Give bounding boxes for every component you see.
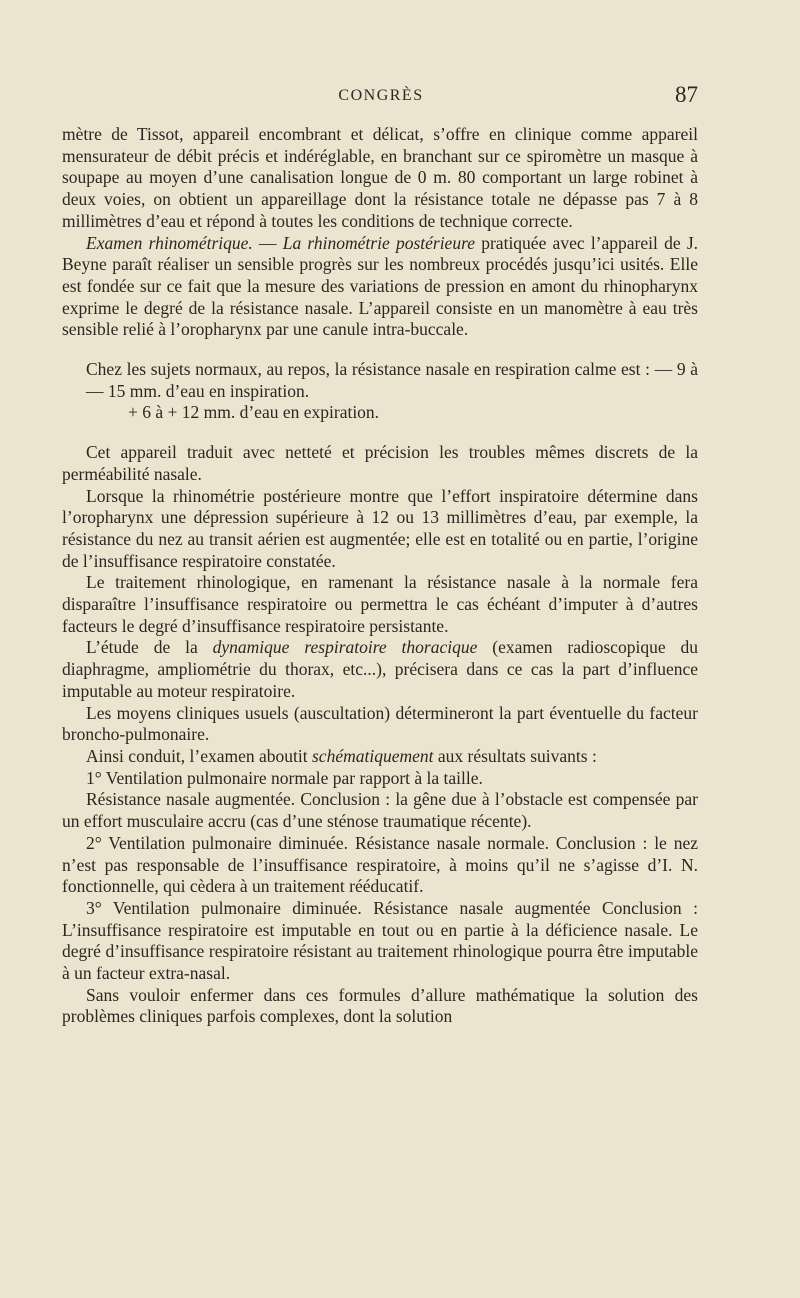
heading-dash: — [252,232,283,253]
normal-values-inspiration: Chez les sujets normaux, au repos, la résistance nasale en respiration calme est : — 9 à — 15 mm. d’eau en inspiration. [86,359,698,401]
paragraph-closing: Sans vouloir enfermer dans ces formules d’allure mathématique la solution des problèmes cliniques parfois complexes, dont la solution [62,984,698,1027]
paragraph-thoracic-dynamics [62,637,698,702]
result-three: 3° Ventilation pulmonaire diminuée. Résistance nasale augmentée Conclusion : L’insuffisance respiratoire est imputable en tout ou en partie à la déficience nasale. Le degré d’insuffisance respiratoire résistant au traitement rhinologique pourra être imputable à un facteur extra-nasal. [62,897,698,984]
page-header [64,82,698,120]
section-heading: Examen rhinométrique. [86,232,253,253]
text-fragment: Ainsi conduit, l’examen aboutit [86,745,312,766]
running-head: CONGRÈS [338,87,424,104]
result-one-detail: Résistance nasale augmentée. Conclusion : la gêne due à l’obstacle est compensée par un effort musculaire accru (cas d’une sténose traumatique récente). [62,789,698,832]
subsection-heading: La rhinométrie postérieure [282,232,476,253]
page-number: 87 [675,82,698,107]
paragraph-text: pratiquée avec l’appareil de J. Beyne paraît réaliser un sensible progrès sur les nombreux procédés jusqu’ici usités. Elle est fondée sur ce fait que la mesure des variations de pression en amont du rhinopharynx exprime le degré de la résistance nasale. L’appareil consiste en un manomètre à eau très sensible relié à l’oropharynx par une canule intra-buccale. [62,232,699,340]
italic-term: schématiquement [312,745,434,766]
normal-values-expiration: + 6 à + 12 mm. d’eau en expiration. [128,402,380,423]
paragraph-rhinometric-exam [62,233,698,342]
text-fragment: L’étude de la [86,637,213,658]
italic-term: dynamique respiratoire thoracique [212,637,478,658]
body-text [62,124,698,1028]
text-fragment: aux résultats suivants : [433,745,597,766]
paragraph-clinical-means: Les moyens cliniques usuels (auscultation) détermineront la part éventuelle du facteur broncho-pulmonaire. [62,702,698,745]
normal-values-block [62,359,698,424]
text-fragment: (examen radioscopique du diaphragme, ampliométrie du thorax, etc...), précisera dans ce cas la part d’influence imputable au moteur respiratoire. [62,637,698,701]
paragraph-spirometer: mètre de Tissot, appareil encombrant et délicat, s’offre en clinique comme appareil mensurateur de débit précis et indéréglable, en branchant sur ce spiromètre un masque à soupape au moyen d’une canalisation longue de 0 m. 80 comportant un large robinet à deux voies, on obtient un appareillage dont la résistance totale ne dépasse pas 7 à 8 millimètres d’eau et répond à toutes les conditions de technique correcte. [62,124,698,231]
paragraph-results-intro [62,746,698,768]
paragraph-treatment: Le traitement rhinologique, en ramenant la résistance nasale à la normale fera disparaître l’insuffisance respiratoire ou permettra le cas échéant d’imputer à d’autres facteurs le degré d’insuffisance respiratoire persistante. [62,572,698,636]
result-two: 2° Ventilation pulmonaire diminuée. Résistance nasale normale. Conclusion : le nez n’est pas responsable de l’insuffisance respiratoire, à moins qu’il ne s’agisse d’I. N. fonctionnelle, qui cèdera à un traitement rééducatif. [62,832,698,897]
paragraph-posterior-rhinometry: Lorsque la rhinométrie postérieure montre que l’effort inspiratoire détermine dans l’oropharynx une dépression supérieure à 12 ou 13 millimètres d’eau, par exemple, la résistance du nez au transit aérien est augmentée; elle est en totalité ou en partie, l’origine de l’insuffisance respiratoire constatée. [62,485,698,571]
result-one-heading: 1° Ventilation pulmonaire normale par rapport à la taille. [86,767,483,788]
paragraph-apparatus: Cet appareil traduit avec netteté et précision les troubles mêmes discrets de la perméabilité nasale. [62,442,698,484]
